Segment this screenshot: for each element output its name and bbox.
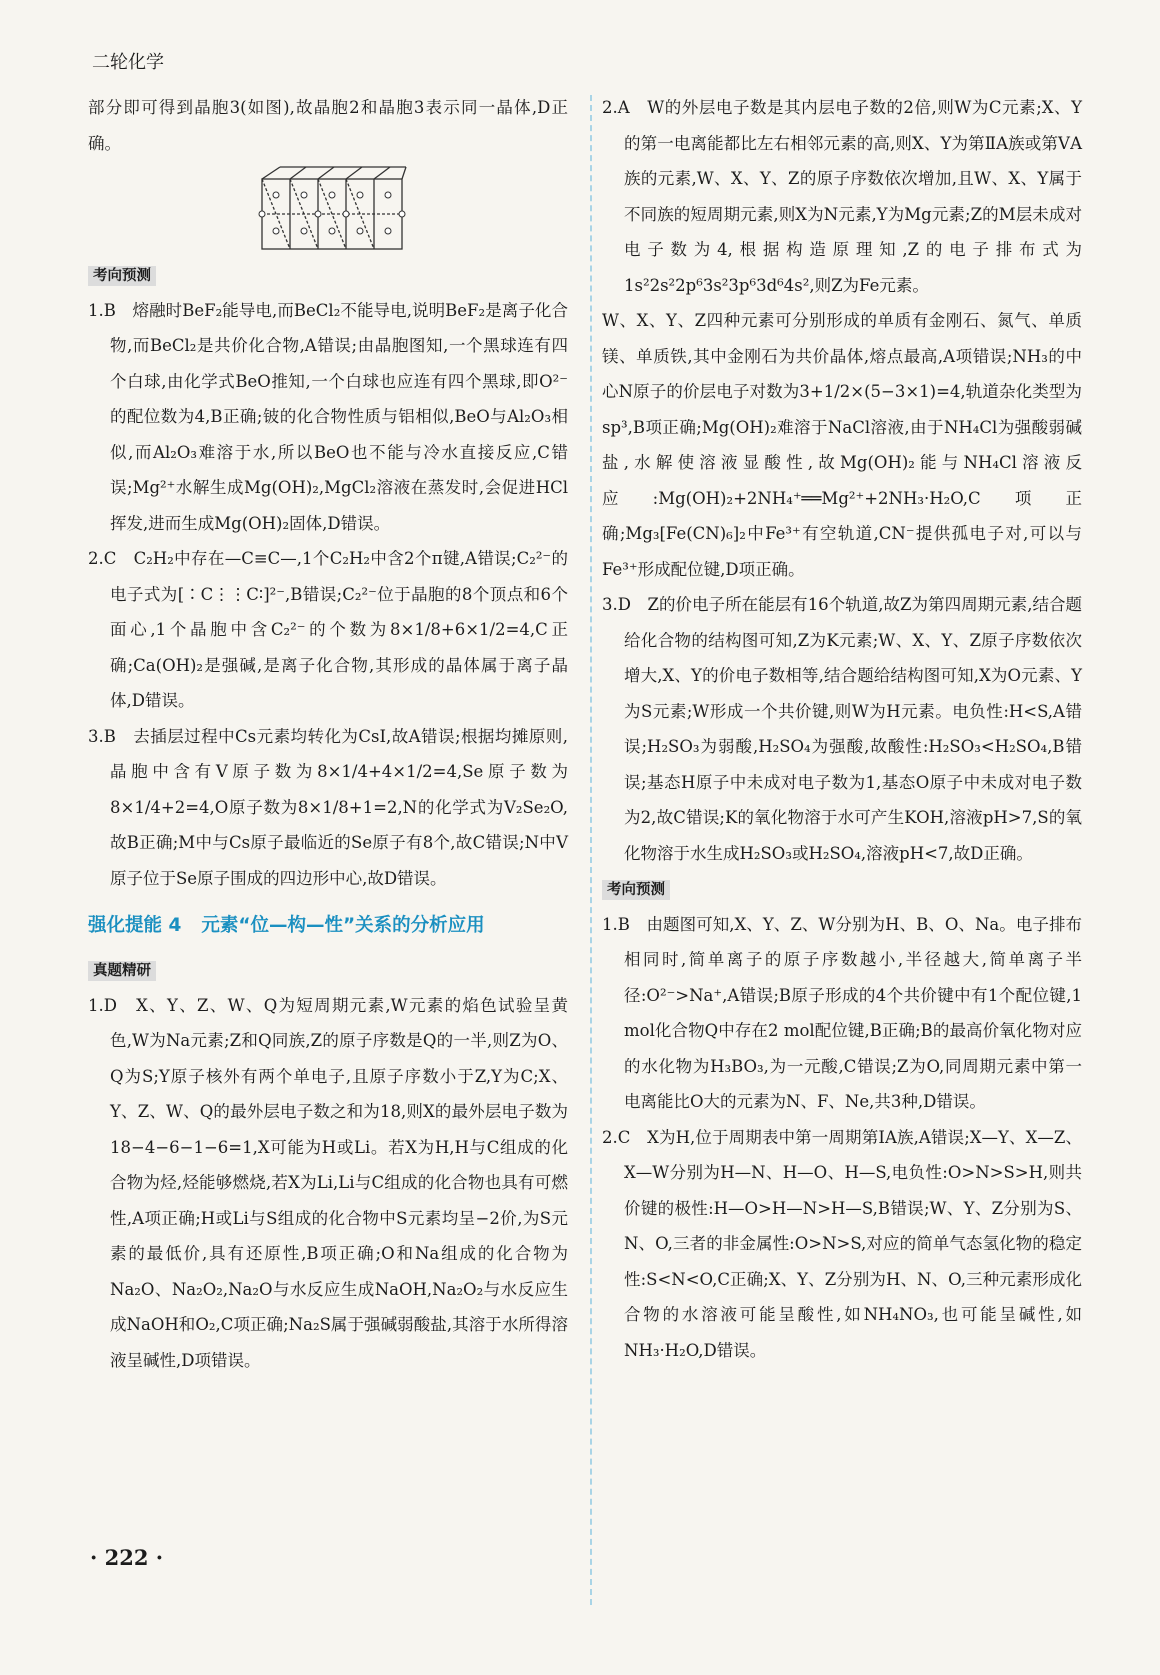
book-title: 二轮化学 bbox=[92, 52, 164, 73]
answer-item: 1.B 熔融时BeF₂能导电,而BeCl₂不能导电,说明BeF₂是离子化合物,而BeCl₂是共价化合物,A错误;由晶胞图知,一个黑球连有四个白球,由化学式BeO推知,一个白球也应连有四个黑球,即O²⁻的配位数为4,B正确;铍的化合物性质与铝相似,BeO与Al₂O₃相似,而Al₂O₃难溶于水,所以BeO也不能与冷水直接反应,C错误;Mg²⁺水解生成Mg(OH)₂,MgCl₂溶液在蒸发时,会促进HCl挥发,进而生成Mg(OH)₂固体,D错误。 bbox=[88, 300, 568, 533]
answer-item: 1.B 由题图可知,X、Y、Z、W分别为H、B、O、Na。电子排布相同时,简单离子的原子序数越小,半径越大,简单离子半径:O²⁻>Na⁺,A错误;B原子形成的4个共价键中有1个配位键,1 mol化合物Q中存在2 mol配位键,B正确;B的最高价氧化物对应的水化物为H₃BO₃,为一元酸,C错误;Z为O,同周期元素中第一电离能比O大的元素为N、F、Ne,共3种,D错误。 bbox=[602, 914, 1082, 1111]
chapter-number: 强化提能 4 bbox=[88, 915, 182, 936]
page-number: · 222 · bbox=[90, 1545, 164, 1570]
crystal-cell-diagram bbox=[258, 165, 408, 253]
continuation-text: 部分即可得到晶胞3(如图),故晶胞2和晶胞3表示同一晶体,D正确。 bbox=[88, 98, 568, 153]
answer-item: 2.C X为H,位于周期表中第一周期第ⅠA族,A错误;X—Y、X—Z、X—W分别为H—N、H—O、H—S,电负性:O>N>S>H,则共价键的极性:H—O>H—N>H—S,B错误;W、Y、Z分别为S、N、O,三者的非金属性:O>N>S,对应的简单气态氢化物的稳定性:S<N<O,C正确;X、Y、Z分别为H、N、O,三种元素形成化合物的水溶液可能呈酸性,如NH₄NO₃,也可能呈碱性,如NH₃·H₂O,D错误。 bbox=[602, 1127, 1082, 1360]
section-label-real-exam: 真题精研 bbox=[88, 961, 156, 981]
answer-item: 1.D X、Y、Z、W、Q为短周期元素,W元素的焰色试验呈黄色,W为Na元素;Z和Q同族,Z的原子序数是Q的一半,则Z为O、Q为S;Y原子核外有两个单电子,且原子序数小于Z,Y为C;X、Y、Z、W、Q的最外层电子数之和为18,则X的最外层电子数为18−4−6−1−6=1,X可能为H或Li。若X为H,H与C组成的化合物为烃,烃能够燃烧,若X为Li,Li与C组成的化合物也具有可燃性,A项正确;H或Li与S组成的化合物中S元素均呈−2价,为S元素的最低价,具有还原性,B项正确;O和Na组成的化合物为Na₂O、Na₂O₂,Na₂O与水反应生成NaOH,Na₂O₂与水反应生成NaOH和O₂,C项正确;Na₂S属于强碱弱酸盐,其溶于水所得溶液呈碱性,D项错误。 bbox=[88, 995, 568, 1370]
section-label-forecast-right: 考向预测 bbox=[602, 880, 670, 900]
answer-item: 2.C C₂H₂中存在—C≡C—,1个C₂H₂中含2个π键,A错误;C₂²⁻的电子式为[∶C⋮⋮C∶]²⁻,B错误;C₂²⁻位于晶胞的8个顶点和6个面心,1个晶胞中含C₂²⁻的个数为8×1/8+6×1/2=4,C正确;Ca(OH)₂是强碱,是离子化合物,其形成的晶体属于离子晶体,D错误。 bbox=[88, 549, 568, 710]
left-column bbox=[88, 90, 568, 1378]
answer-item: 2.A W的外层电子数是其内层电子数的2倍,则W为C元素;X、Y的第一电离能都比左右相邻元素的高,则X、Y为第ⅡA族或第ⅤA族的元素,W、X、Y、Z的原子序数依次增加,且W、X、Y属于不同族的短周期元素,则X为N元素,Y为Mg元素;Z的M层未成对电子数为4,根据构造原理知,Z的电子排布式为1s²2s²2p⁶3s²3p⁶3d⁶4s²,则Z为Fe元素。 bbox=[602, 98, 1082, 295]
column-divider bbox=[590, 95, 592, 1605]
section-label-forecast: 考向预测 bbox=[88, 266, 156, 286]
chapter-title bbox=[88, 908, 568, 944]
right-column bbox=[602, 90, 1082, 1368]
answer-item: 3.B 去插层过程中Cs元素均转化为CsI,故A错误;根据均摊原则,晶胞中含有V原子数为8×1/4+4×1/2=4,Se原子数为8×1/4+2=4,O原子数为8×1/8+1=2,N的化学式为V₂Se₂O,故B正确;M中与Cs原子最临近的Se原子有8个,故C错误;N中V原子位于Se原子围成的四边形中心,故D错误。 bbox=[88, 726, 568, 888]
answer-paragraph: W、X、Y、Z四种元素可分别形成的单质有金刚石、氮气、单质镁、单质铁,其中金刚石为共价晶体,熔点最高,A项错误;NH₃的中心N原子的价层电子对数为3+1/2×(5−3×1)=4,轨道杂化类型为sp³,B项正确;Mg(OH)₂难溶于NaCl溶液,由于NH₄Cl为强酸弱碱盐,水解使溶液显酸性,故Mg(OH)₂能与NH₄Cl溶液反应:Mg(OH)₂+2NH₄⁺══Mg²⁺+2NH₃·H₂O,C项正确;Mg₃[Fe(CN)₆]₂中Fe³⁺有空轨道,CN⁻提供孤电子对,可以与Fe³⁺形成配位键,D项正确。 bbox=[602, 311, 1082, 579]
answer-item: 3.D Z的价电子所在能层有16个轨道,故Z为第四周期元素,结合题给化合物的结构图可知,Z为K元素;W、X、Y、Z原子序数依次增大,X、Y的价电子数相等,结合题给结构图可知,X为O元素、Y为S元素;W形成一个共价键,则W为H元素。电负性:H<S,A错误;H₂SO₃为弱酸,H₂SO₄为强酸,故酸性:H₂SO₃<H₂SO₄,B错误;基态H原子中未成对电子数为1,基态O原子中未成对电子数为2,故C错误;K的氧化物溶于水可产生KOH,溶液pH>7,S的氧化物溶于水生成H₂SO₃或H₂SO₄,溶液pH<7,故D正确。 bbox=[602, 595, 1082, 863]
chapter-heading: 元素“位—构—性”关系的分析应用 bbox=[201, 915, 485, 936]
